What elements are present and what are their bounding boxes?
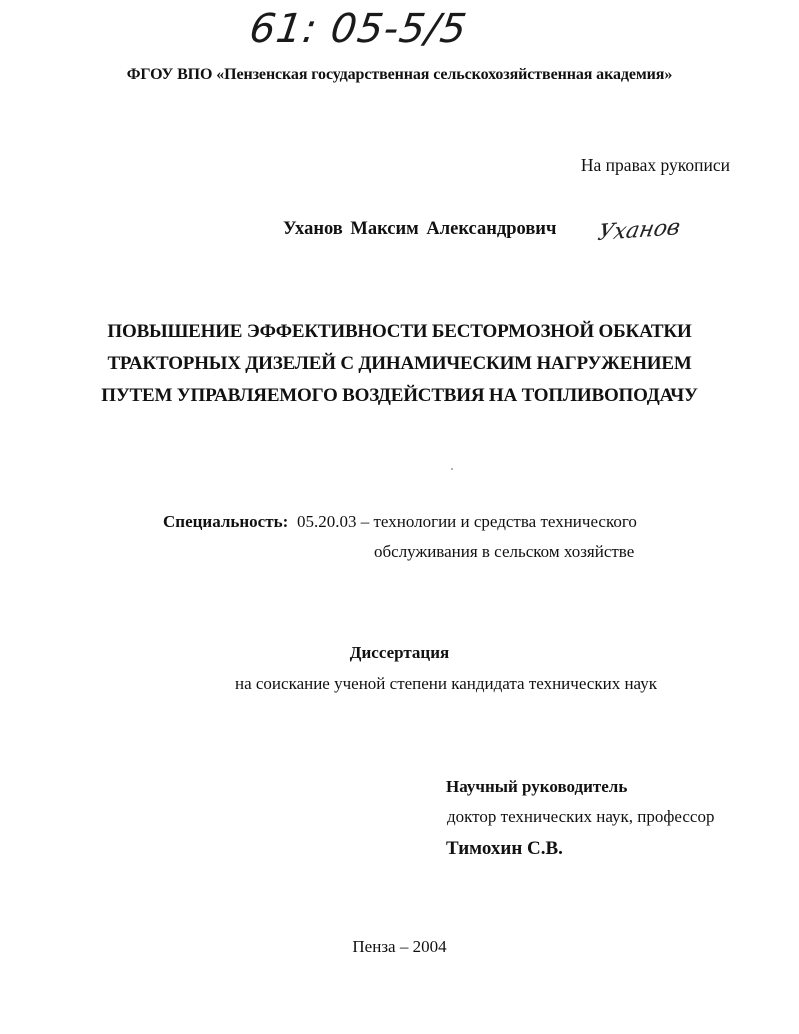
specialty-value-line-1: 05.20.03 – технологии и средства технического [297, 512, 637, 531]
thesis-title-line-1: ПОВЫШЕНИЕ ЭФФЕКТИВНОСТИ БЕСТОРМОЗНОЙ ОБКАТКИ [107, 321, 692, 342]
supervisor-name: Тимохин С.В. [446, 838, 563, 859]
scan-speck [451, 468, 453, 470]
archive-code-handwritten: 61: 05-5/5 [246, 6, 471, 52]
thesis-title-line-3: ПУТЕМ УПРАВЛЯЕМОГО ВОЗДЕЙСТВИЯ НА ТОПЛИВОПОДАЧУ [101, 385, 698, 406]
supervisor-label: Научный руководитель [446, 777, 628, 796]
dissertation-subtitle: на соискание ученой степени кандидата технических наук [234, 674, 657, 693]
manuscript-rights-note: На правах рукописи [580, 155, 730, 175]
dissertation-title: Диссертация [349, 643, 450, 662]
organization-header: ФГОУ ВПО «Пензенская государственная сельскохозяйственная академия» [126, 66, 673, 83]
specialty-value-line-2: обслуживания в сельском хозяйстве [374, 542, 635, 561]
supervisor-degree: доктор технических наук, профессор [447, 807, 715, 826]
author-signature: Уханов [595, 214, 683, 247]
thesis-title-line-2: ТРАКТОРНЫХ ДИЗЕЛЕЙ С ДИНАМИЧЕСКИМ НАГРУЖЕНИЕМ [107, 353, 692, 374]
author-name: Уханов Максим Александрович [283, 219, 557, 239]
specialty-label: Специальность: [163, 512, 289, 531]
city-year: Пенза – 2004 [352, 937, 447, 956]
